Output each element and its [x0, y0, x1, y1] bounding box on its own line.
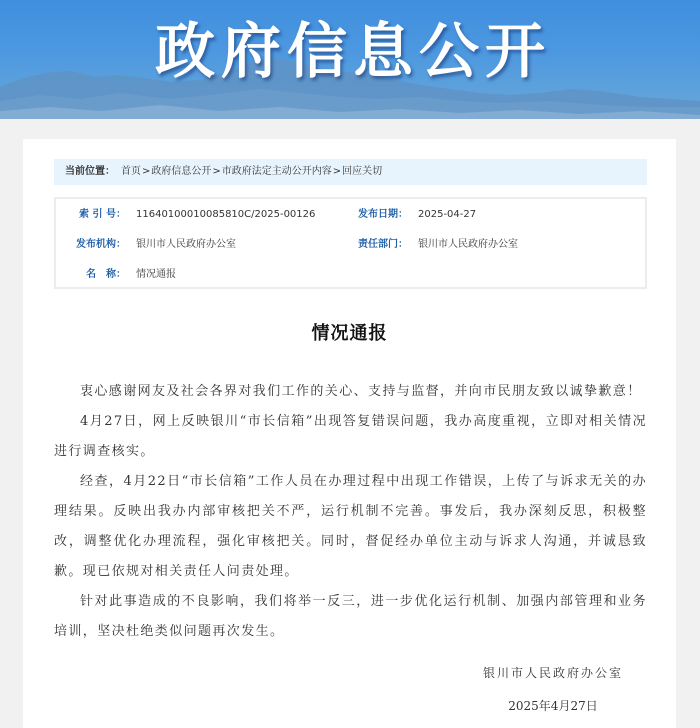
breadcrumb-label: 当前位置： [65, 166, 115, 177]
meta-publisher-value: 银川市人民政府办公室 [136, 239, 236, 250]
meta-name-value: 情况通报 [136, 269, 176, 280]
meta-index-no-label: 索 引 号： [79, 209, 126, 220]
document-title: 情况通报 [311, 323, 388, 344]
content-page [23, 139, 676, 728]
breadcrumb-link-gov-info[interactable]: 政府信息公开 [151, 166, 212, 177]
breadcrumb-link-response[interactable]: 回应关切 [342, 166, 383, 177]
meta-publish-date [338, 208, 476, 222]
meta-responsible-dept-value: 银川市人民政府办公室 [418, 239, 518, 250]
meta-publish-date-label: 发布日期： [358, 209, 408, 220]
meta-name [56, 268, 176, 282]
signature-date: 2025年4月27日 [508, 699, 598, 713]
banner-title: 政府信息公开 [155, 17, 551, 87]
document-body [54, 377, 647, 647]
body-paragraph: 衷心感谢网友及社会各界对我们工作的关心、支持与监督，并向市民朋友致以诚挚歉意！ [80, 384, 642, 399]
meta-name-label: 名 称： [86, 269, 126, 280]
meta-index-no [56, 208, 315, 222]
breadcrumb-separator: > [142, 166, 151, 177]
body-paragraph: 针对此事造成的不良影响，我们将举一反三，进一步优化运行机制、加强内部管理和业务培训，坚决杜绝类似问题再次发生。 [54, 594, 647, 639]
document-signature [473, 665, 633, 714]
header-banner [0, 0, 700, 119]
meta-publish-date-value: 2025-04-27 [418, 209, 477, 220]
meta-responsible-dept-label: 责任部门： [358, 239, 408, 250]
meta-index-no-value: 11640100010085810C/2025-00126 [136, 209, 316, 220]
meta-publisher-label: 发布机构： [76, 239, 126, 250]
breadcrumb-link-statutory-content[interactable]: 市政府法定主动公开内容 [221, 166, 332, 177]
breadcrumb-separator: > [332, 166, 342, 177]
document-metadata-box [54, 197, 647, 289]
signature-organization: 银川市人民政府办公室 [482, 666, 623, 680]
body-paragraph: 4月27日，网上反映银川“市长信箱”出现答复错误问题，我办高度重视，立即对相关情况进行调查核实。 [54, 414, 647, 459]
meta-publisher [56, 238, 236, 252]
breadcrumb [54, 159, 647, 185]
body-paragraph: 经查，4月22日“市长信箱”工作人员在办理过程中出现工作错误，上传了与诉求无关的办理结果。反映出我办内部审核把关不严，运行机制不完善。事发后，我办深刻反思，积极整改，调整优化办理流程，强化审核把关。同时，督促经办单位主动与诉求人沟通，并诚恳致歉。现已依规对相关责任人问责处理。 [54, 474, 647, 579]
meta-responsible-dept [338, 238, 518, 252]
breadcrumb-link-home[interactable]: 首页 [121, 166, 141, 177]
breadcrumb-separator: > [212, 166, 221, 177]
